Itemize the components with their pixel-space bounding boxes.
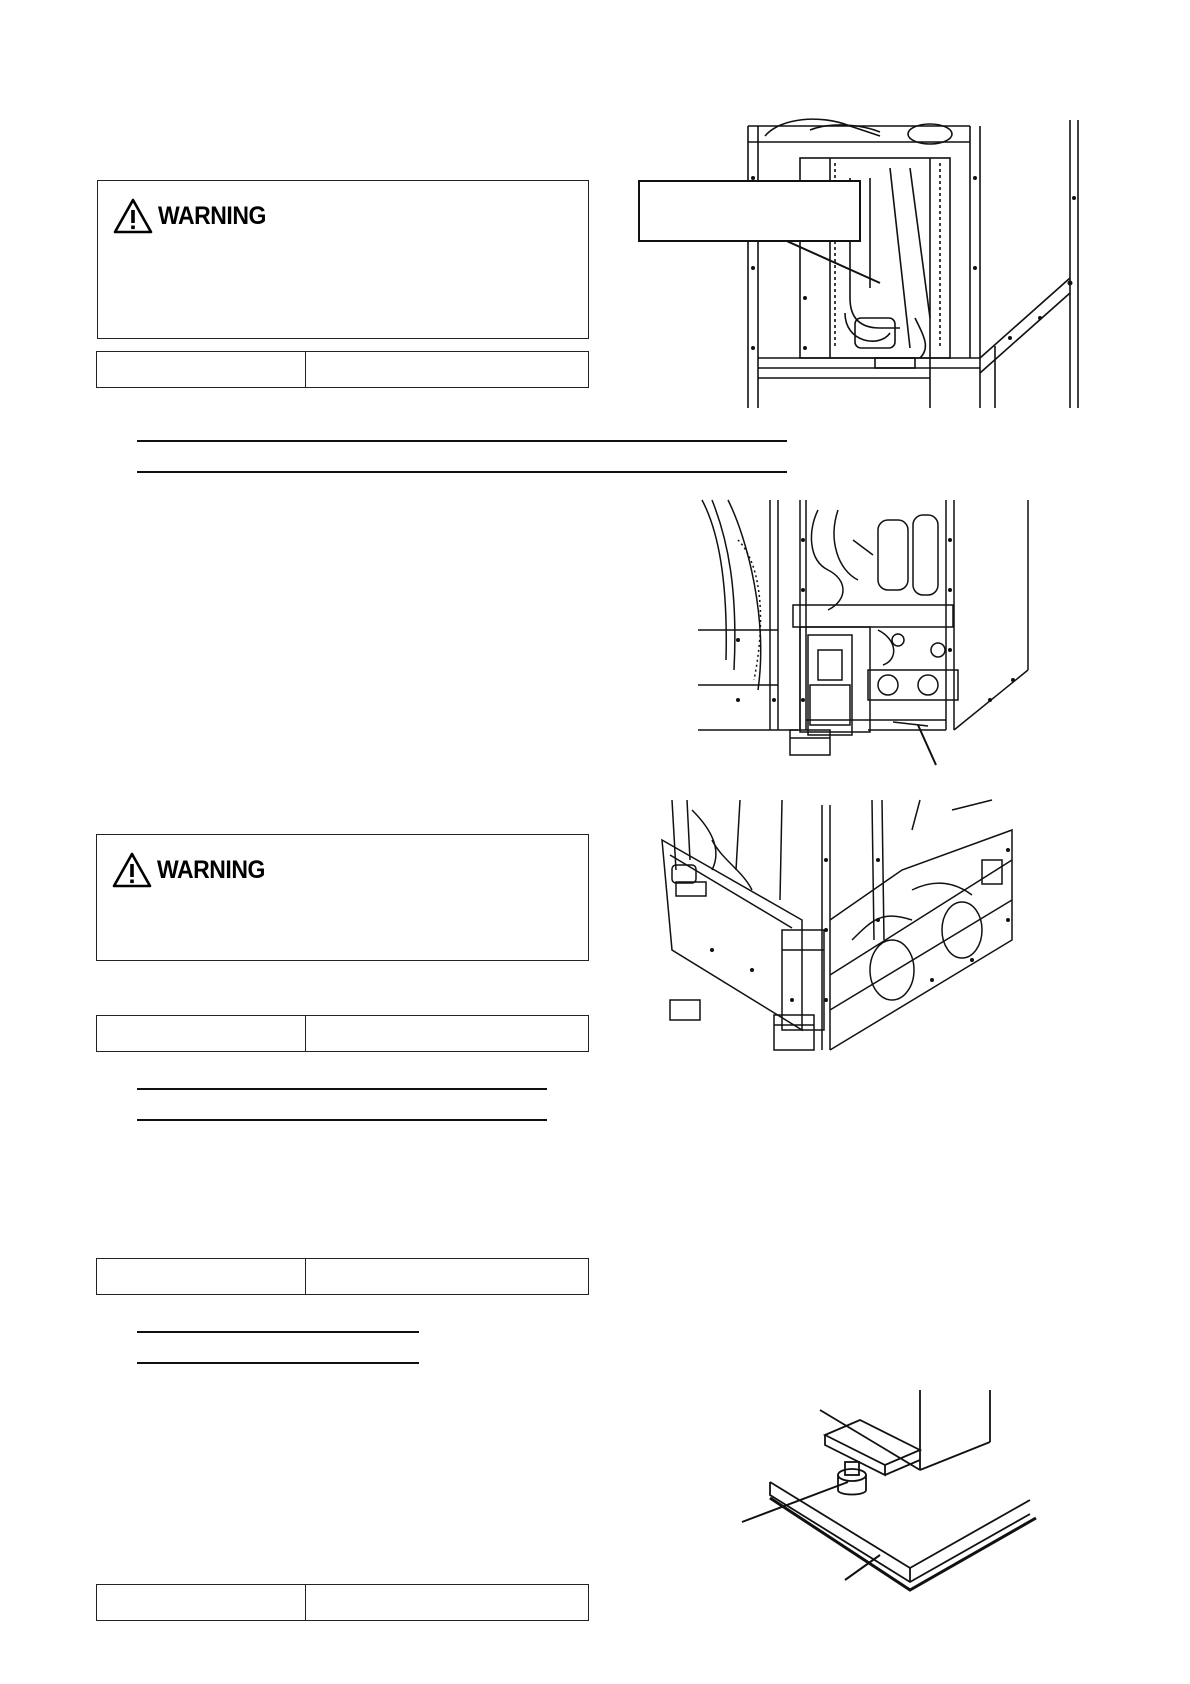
spec-table-4 bbox=[96, 1584, 589, 1621]
spec-table-value-cell bbox=[306, 352, 588, 387]
spec-table-2 bbox=[96, 1015, 589, 1052]
spec-table-value-cell bbox=[306, 1016, 588, 1051]
spec-table-3 bbox=[96, 1258, 589, 1295]
unit-frame-tilted-illustration bbox=[652, 800, 1032, 1065]
figure-callout-box bbox=[638, 180, 861, 242]
spec-table-label-cell bbox=[97, 1016, 306, 1051]
spec-table-value-cell bbox=[306, 1585, 588, 1620]
warning-header-2 bbox=[111, 851, 274, 889]
unit-lower-section-illustration bbox=[698, 500, 1038, 770]
warning-title: WARNING bbox=[157, 855, 265, 884]
heading-underline bbox=[137, 1088, 547, 1090]
spec-table-label-cell bbox=[97, 1585, 306, 1620]
warning-triangle-icon bbox=[111, 851, 153, 889]
warning-title: WARNING bbox=[158, 201, 266, 230]
heading-underline bbox=[137, 440, 787, 442]
unit-top-illustration bbox=[630, 118, 1090, 408]
anchor-bolt-illustration bbox=[740, 1390, 1040, 1610]
warning-header-1 bbox=[112, 197, 275, 235]
heading-underline bbox=[137, 1331, 419, 1333]
heading-underline bbox=[137, 1119, 547, 1121]
spec-table-value-cell bbox=[306, 1259, 588, 1294]
spec-table-label-cell bbox=[97, 1259, 306, 1294]
heading-underline bbox=[137, 1362, 419, 1364]
heading-underline bbox=[137, 471, 787, 473]
warning-box-1 bbox=[97, 180, 589, 339]
spec-table-label-cell bbox=[97, 352, 306, 387]
warning-triangle-icon bbox=[112, 197, 154, 235]
warning-box-2 bbox=[96, 834, 589, 961]
spec-table-1 bbox=[96, 351, 589, 388]
